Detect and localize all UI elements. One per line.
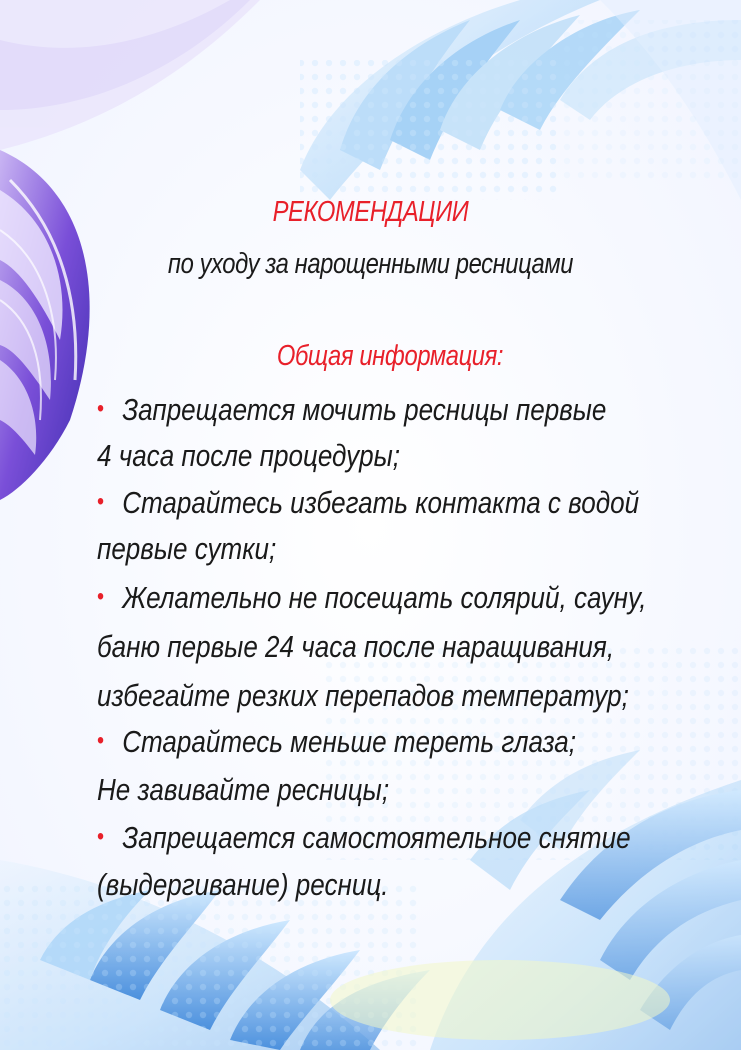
list-item [97,724,576,760]
list-item-text: Запрещается мочить ресницы первые [122,392,607,427]
list-item-continuation: первые сутки; [97,531,277,566]
page-title: РЕКОМЕНДАЦИИ [272,196,469,228]
bullet-icon: • [97,582,105,610]
list-item-text: Старайтесь меньше тереть глаза; [122,724,576,759]
bullet-icon: • [97,487,105,515]
list-item [97,580,646,616]
bullet-icon: • [97,726,105,754]
list-item-text: Желательно не посещать солярий, сауну, [122,580,647,615]
list-item-continuation: баню первые 24 часа после наращивания, [97,629,615,664]
list-item [97,485,639,521]
section-title: Общая информация: [276,340,504,372]
list-item-continuation: избегайте резких перепадов температур; [97,678,629,713]
list-item-continuation: (выдергивание) ресниц. [97,867,389,902]
list-item-continuation: 4 часа после процедуры; [97,438,401,473]
bullet-icon: • [97,822,105,850]
list-item-text: Старайтесь избегать контакта с водой [122,485,640,520]
page-subtitle: по уходу за нарощенными ресницами [167,248,574,280]
list-item [97,392,606,428]
bullet-icon: • [97,394,105,422]
list-item [97,820,631,856]
list-item-text: Запрещается самостоятельное снятие [122,820,631,855]
list-item-continuation: Не завивайте ресницы; [97,772,390,807]
